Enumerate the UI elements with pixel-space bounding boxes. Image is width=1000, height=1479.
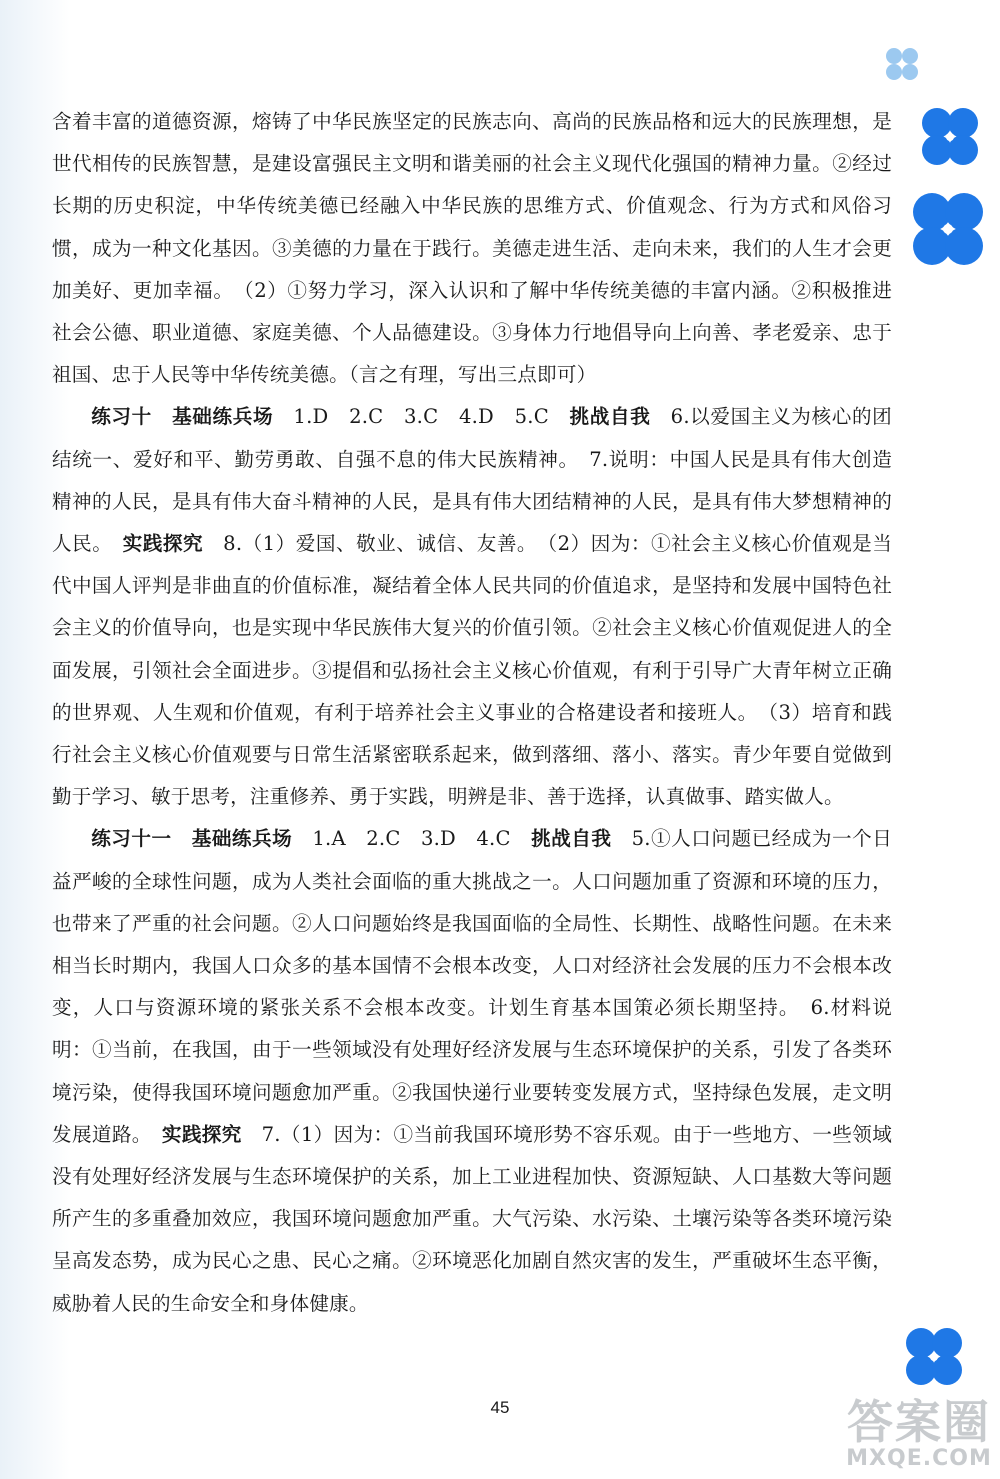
section-heading: 挑战自我 — [531, 827, 612, 851]
section-heading: 练习十 基础练兵场 — [91, 405, 274, 429]
clover-icon-bottom — [892, 1316, 976, 1400]
clover-icon-middle — [896, 178, 1000, 282]
answer-text: 1.D 2.C 3.C 4.D 5.C — [273, 405, 570, 429]
exercise-section — [52, 396, 892, 818]
answer-text: 5.①人口问题已经成为一个日益严峻的全球性问题，成为人类社会面临的重大挑战之一。人口问题加重了资源和环境的压力，也带来了严重的社会问题。②人口问题始终是我国面临的全局性、长期性、战略性问题。在未来相当长时期内，我国人口众多的基本国情不会根本改变，人口对经济社会发展的压力不会根本改变，人口与资源环境的紧张关系不会根本改变。计划生育基本国策必须长期坚持。 6.材料说明：①当前，在我国，由于一些领域没有处理好经济发展与生态环境保护的关系，引发了各类环境污染，使得我国环境问题愈加严重。②我国快递行业要转变发展方式，坚持绿色发展，走文明发展道路。 — [52, 827, 892, 1146]
section-heading: 练习十一 基础练兵场 — [91, 827, 293, 851]
section-heading: 挑战自我 — [569, 405, 651, 429]
answer-text: 1.A 2.C 3.D 4.C — [292, 827, 532, 851]
continued-paragraph — [52, 101, 892, 396]
clover-icon-top-small — [874, 38, 930, 94]
section-heading: 实践探究 — [122, 532, 204, 556]
watermark-logo: 答案圈 — [847, 1395, 991, 1449]
answer-text-body — [52, 101, 892, 1325]
answer-text: 8.（1）爱国、敬业、诚信、友善。 （2）因为：①社会主义核心价值观是当代中国人评判是非曲直的价值标准，凝结着全体人民共同的价值追求，是坚持和发展中国特色社会主义的价值导向，也是实现中华民族伟大复兴的价值引领。②社会主义核心价值观促进人的全面发展，引领社会全面进步。③提倡和弘扬社会主义核心价值观，有利于引导广大青年树立正确的世界观、人生观和价值观，有利于培养社会主义事业的合格建设者和接班人。 （3）培育和践行社会主义核心价值观要与日常生活紧密联系起来，做到落细、落小、落实。青少年要自觉做到勤于学习、敏于思考，注重修养、勇于实践，明辨是非、善于选择，认真做事、踏实做人。 — [52, 532, 892, 809]
watermark-url: MXQE.COM — [846, 1446, 992, 1471]
page-number: 45 — [490, 1398, 510, 1417]
answer-text: 7.（1）因为：①当前我国环境形势不容乐观。由于一些地方、一些领域没有处理好经济发展与生态环境保护的关系，加上工业进程加快、资源短缺、人口基数大等问题所产生的多重叠加效应，我国环境问题愈加严重。大气污染、水污染、土壤污染等各类环境污染呈高发态势，成为民心之患、民心之痛。②环境恶化加剧自然灾害的发生，严重破坏生态平衡，威胁着人民的生命安全和身体健康。 — [52, 1122, 892, 1315]
watermark — [844, 1397, 994, 1471]
answer-text: 6.以爱国主义为核心的团结统一、爱好和平、勤劳勇敢、自强不息的伟大民族精神。 7.说明：中国人民是具有伟大创造精神的人民，是具有伟大奋斗精神的人民，是具有伟大团结精神的人民，是具有伟大梦想精神的人民。 — [52, 405, 892, 556]
section-heading: 实践探究 — [161, 1122, 242, 1146]
exercise-section — [52, 818, 892, 1324]
clover-icon-top — [908, 96, 992, 180]
answer-text: 含着丰富的道德资源，熔铸了中华民族坚定的民族志向、高尚的民族品格和远大的民族理想，是世代相传的民族智慧，是建设富强民主文明和谐美丽的社会主义现代化强国的精神力量。②经过长期的历史积淀，中华传统美德已经融入中华民族的思维方式、价值观念、行为方式和风俗习惯，成为一种文化基因。③美德的力量在于践行。美德走进生活、走向未来，我们的人生才会更加美好、更加幸福。 （2）①努力学习，深入认识和了解中华传统美德的丰富内涵。②积极推进社会公德、职业道德、家庭美德、个人品德建设。③身体力行地倡导向上向善、孝老爱亲、忠于祖国、忠于人民等中华传统美德。（言之有理，写出三点即可） — [52, 110, 892, 387]
